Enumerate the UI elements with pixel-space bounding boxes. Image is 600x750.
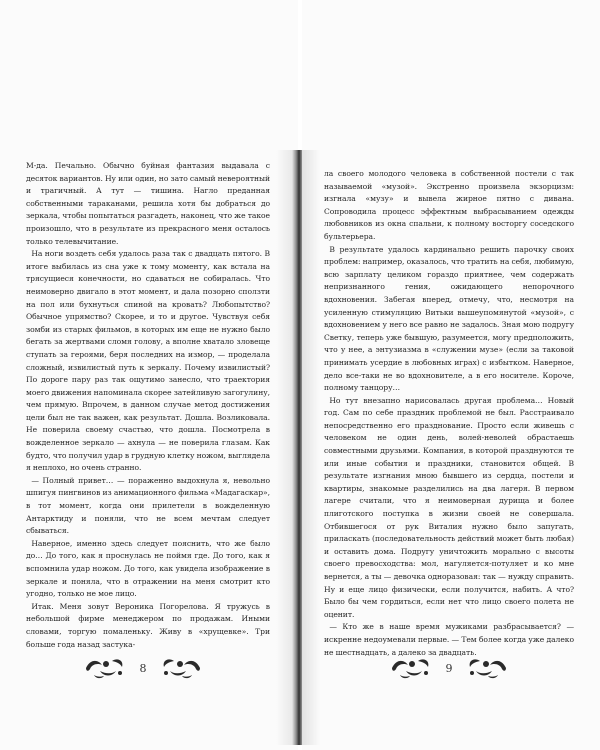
floral-ornament-icon bbox=[82, 655, 128, 681]
paragraph: — Полный привет… — пораженно выдохнула я, невольно шпигуя пингвинов из анимационного фильма «Мадагаскар», в тот момент, когда они прилетели в вожделенную Антарктиду и поняли, что не всем мечтам следует сбываться. bbox=[26, 475, 270, 536]
right-page bbox=[302, 0, 600, 750]
floral-ornament-icon bbox=[464, 655, 510, 681]
paragraph: — Кто же в наше время мужиками разбрасывается? — искренне недоумевали первые. — Тем более когда уже далеко не шестнадцать, а далеко за двадцать. bbox=[324, 622, 574, 657]
page-number: 9 bbox=[445, 661, 453, 675]
paragraph: На ноги воздеть себя удалось раза так с двадцать пятого. В итоге выбилась из сна уже к тому моменту, как встала на трясущиеся конечности, но сдаваться не собиралась. Что неимоверно двигало в этот момент, и дала позорно сползти на пол или бухнуться спиной на кровать? Любопытство? Обычное упрямство? Скорее, и то и другое. Чувствуя себя зомби из старых фильмов, в которых им еще не нужно было бегать за жертвами сломя голову, а вполне хватало зловеще ступать за героями, беря последних на измор, — проделала сложный, извилистый путь к зеркалу. Почему извилистый? По дороге пару раз так ощутимо занесло, что траектория моего движения напоминала скорее затейливую загогулину, чем прямую. Впрочем, в данном случае метод достижения цели был не так важен, как результат. Дошла. Возликовала. Не поверила своему счастью, что дошла. Посмотрела в вожделенное зеркало — ахнула — не поверила глазам. Как будто, что получил удар в грудную клетку ножом, выглядела я неплохо, но очень странно. bbox=[26, 249, 270, 473]
left-page-text bbox=[26, 160, 270, 651]
floral-ornament-icon bbox=[388, 655, 434, 681]
left-folio bbox=[82, 648, 204, 688]
paragraph: ла своего молодого человека в собственной постели с так называемой «музой». Экстренно произвела экзорцизм: изгнала «музу» и вывела жирное пятно с дивана. Сопроводила процесс эффектным выбрасыванием одежды любовников из окна спальни, к полному восторгу соседского бультерьера. bbox=[324, 169, 574, 241]
right-page-text bbox=[324, 168, 574, 659]
paragraph: Итак. Меня зовут Вероника Погорелова. Я тружусь в небольшой фирме менеджером по продажам. Иными словами, торгую помаленьку. Живу в «хрущевке». Три больше года назад застука- bbox=[26, 601, 270, 649]
paragraph: В результате удалось кардинально решить парочку своих проблем: например, оказалось, что тратить на себя, любимую, всю зарплату целиком гораздо приятнее, чем содержать непризнанного гения, ожидающего непорочного вдохновения. Забегая вперед, отмечу, что, несмотря на усиленную стимуляцию Витьки вышеупомянутой «музой», с вдохновением у него все равно не задалось. Зная мою подругу Светку, теперь уже бывшую, разумеется, могу предположить, что у нее, а энтузиазма в «служении музе» (если за таковой принимать усердие в любовных играх) с избытком. Наверное, дело все-таки не во вдохновителе, а в его носителе. Короче, полному танцору… bbox=[324, 244, 574, 393]
left-page bbox=[0, 0, 298, 750]
floral-ornament-icon bbox=[158, 655, 204, 681]
paragraph: М-да. Печально. Обычно буйная фантазия выдавала с десяток вариантов. Ну или один, но зато самый невероятный и трагичный. А тут — тишина. Нагло преданная собственными тараканами, решила хотя бы добраться до зеркала, чтобы попытаться разгадеть, наконец, что же такое произошло, что в результате из прекрасного меня осталось только телевычитание. bbox=[26, 161, 270, 246]
right-folio bbox=[388, 648, 510, 688]
page-shadow bbox=[302, 150, 320, 745]
paragraph: Наверное, именно здесь следует пояснить, что же было до… До того, как я проснулась не поймя где. До того, как я вспомнила удар ножом. До того, как увидела изображение в зеркале и поняла, что в отражении на меня смотрит кто угодно, только не мое лицо. bbox=[26, 538, 270, 599]
page-number: 8 bbox=[139, 661, 147, 675]
paragraph: Но тут внезапно нарисовалась другая проблема… Новый год. Сам по себе праздник проблемой не был. Расстраивало непосредственно его празднование. Просто если живешь с человеком не один день, волей-неволей обрастаешь совместными друзьями. Компания, в которой празднуются те или иные события и праздники, становится общей. В результате изгнания мною бывшего из сердца, постели и квартиры, знакомые разделились на два лагеря. В первом лагере считали, что я неимоверная дурища и более плиготского поступка в жизни своей не совершала. Отбившегося от рук Виталия нужно было запугать, приласкать (последовательность действий может быть любая) и оставить дома. Подругу уничтожить морально с высоты своего превосходства: мол, нагуляется-потуляет и ко мне вернется, а ты — девочка одноразовая: так — нужду справить. Ну и еще лицо физически, если получится, набить. А что? Было бы чем гордиться, если нет что лицо своего полета не оценит. bbox=[324, 395, 574, 619]
